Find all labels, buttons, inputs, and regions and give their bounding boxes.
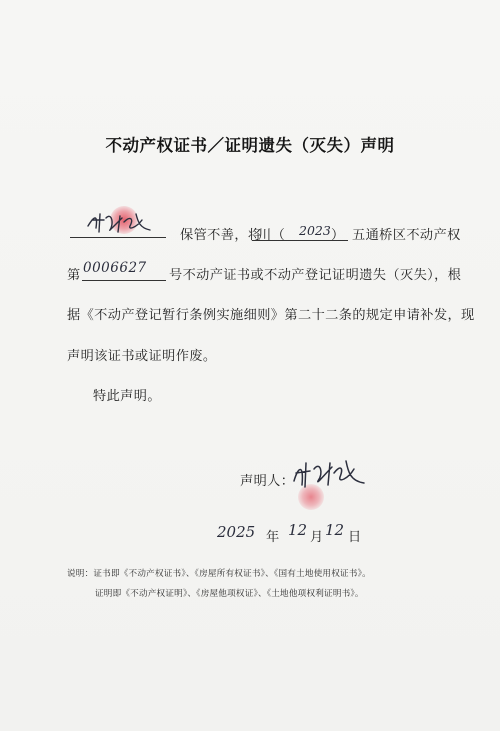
closing-text: 特此声明。 bbox=[93, 389, 161, 404]
region-suffix: ） bbox=[331, 228, 345, 243]
district-text: 五通桥区不动产权 bbox=[352, 228, 461, 243]
region-underline bbox=[252, 240, 348, 241]
page-title: 不动产权证书／证明遗失（灭失）声明 bbox=[105, 136, 395, 155]
declarant-signature bbox=[288, 455, 368, 493]
handwritten-certificate-number: 0006627 bbox=[83, 260, 147, 276]
date-year-unit: 年 bbox=[266, 530, 280, 545]
name-underline bbox=[70, 237, 166, 238]
date-day-handwritten: 12 bbox=[325, 521, 345, 539]
handwritten-year: 2023 bbox=[299, 223, 331, 238]
number-underline bbox=[82, 280, 166, 281]
date-month-handwritten: 12 bbox=[288, 521, 308, 539]
statement-line-3-text: 据《不动产登记暂行条例实施细则》第二十二条的规定申请补发，现 bbox=[67, 308, 475, 323]
note-line-1: 说明：证书即《不动产权证书》、《房屋所有权证书》、《国有土地使用权证书》。 bbox=[67, 569, 371, 579]
date-day-unit: 日 bbox=[348, 530, 362, 545]
statement-line-2-text: 号不动产证书或不动产登记证明遗失（灭失），根 bbox=[169, 268, 462, 283]
note-line-2: 证明即《不动产权证明》、《房屋他项权证》、《土地他项权利证明书》。 bbox=[95, 589, 364, 599]
date-year-handwritten: 2025 bbox=[217, 523, 256, 541]
date-month-unit: 月 bbox=[310, 530, 324, 545]
number-prefix: 第 bbox=[67, 268, 81, 283]
handwritten-signature bbox=[84, 210, 156, 236]
region-prefix: 川（ bbox=[258, 228, 286, 243]
statement-line-1-text: 保管不善，将 bbox=[180, 228, 262, 243]
declarant-label: 声明人： bbox=[240, 474, 295, 489]
statement-line-4-text: 声明该证书或证明作废。 bbox=[67, 349, 217, 364]
